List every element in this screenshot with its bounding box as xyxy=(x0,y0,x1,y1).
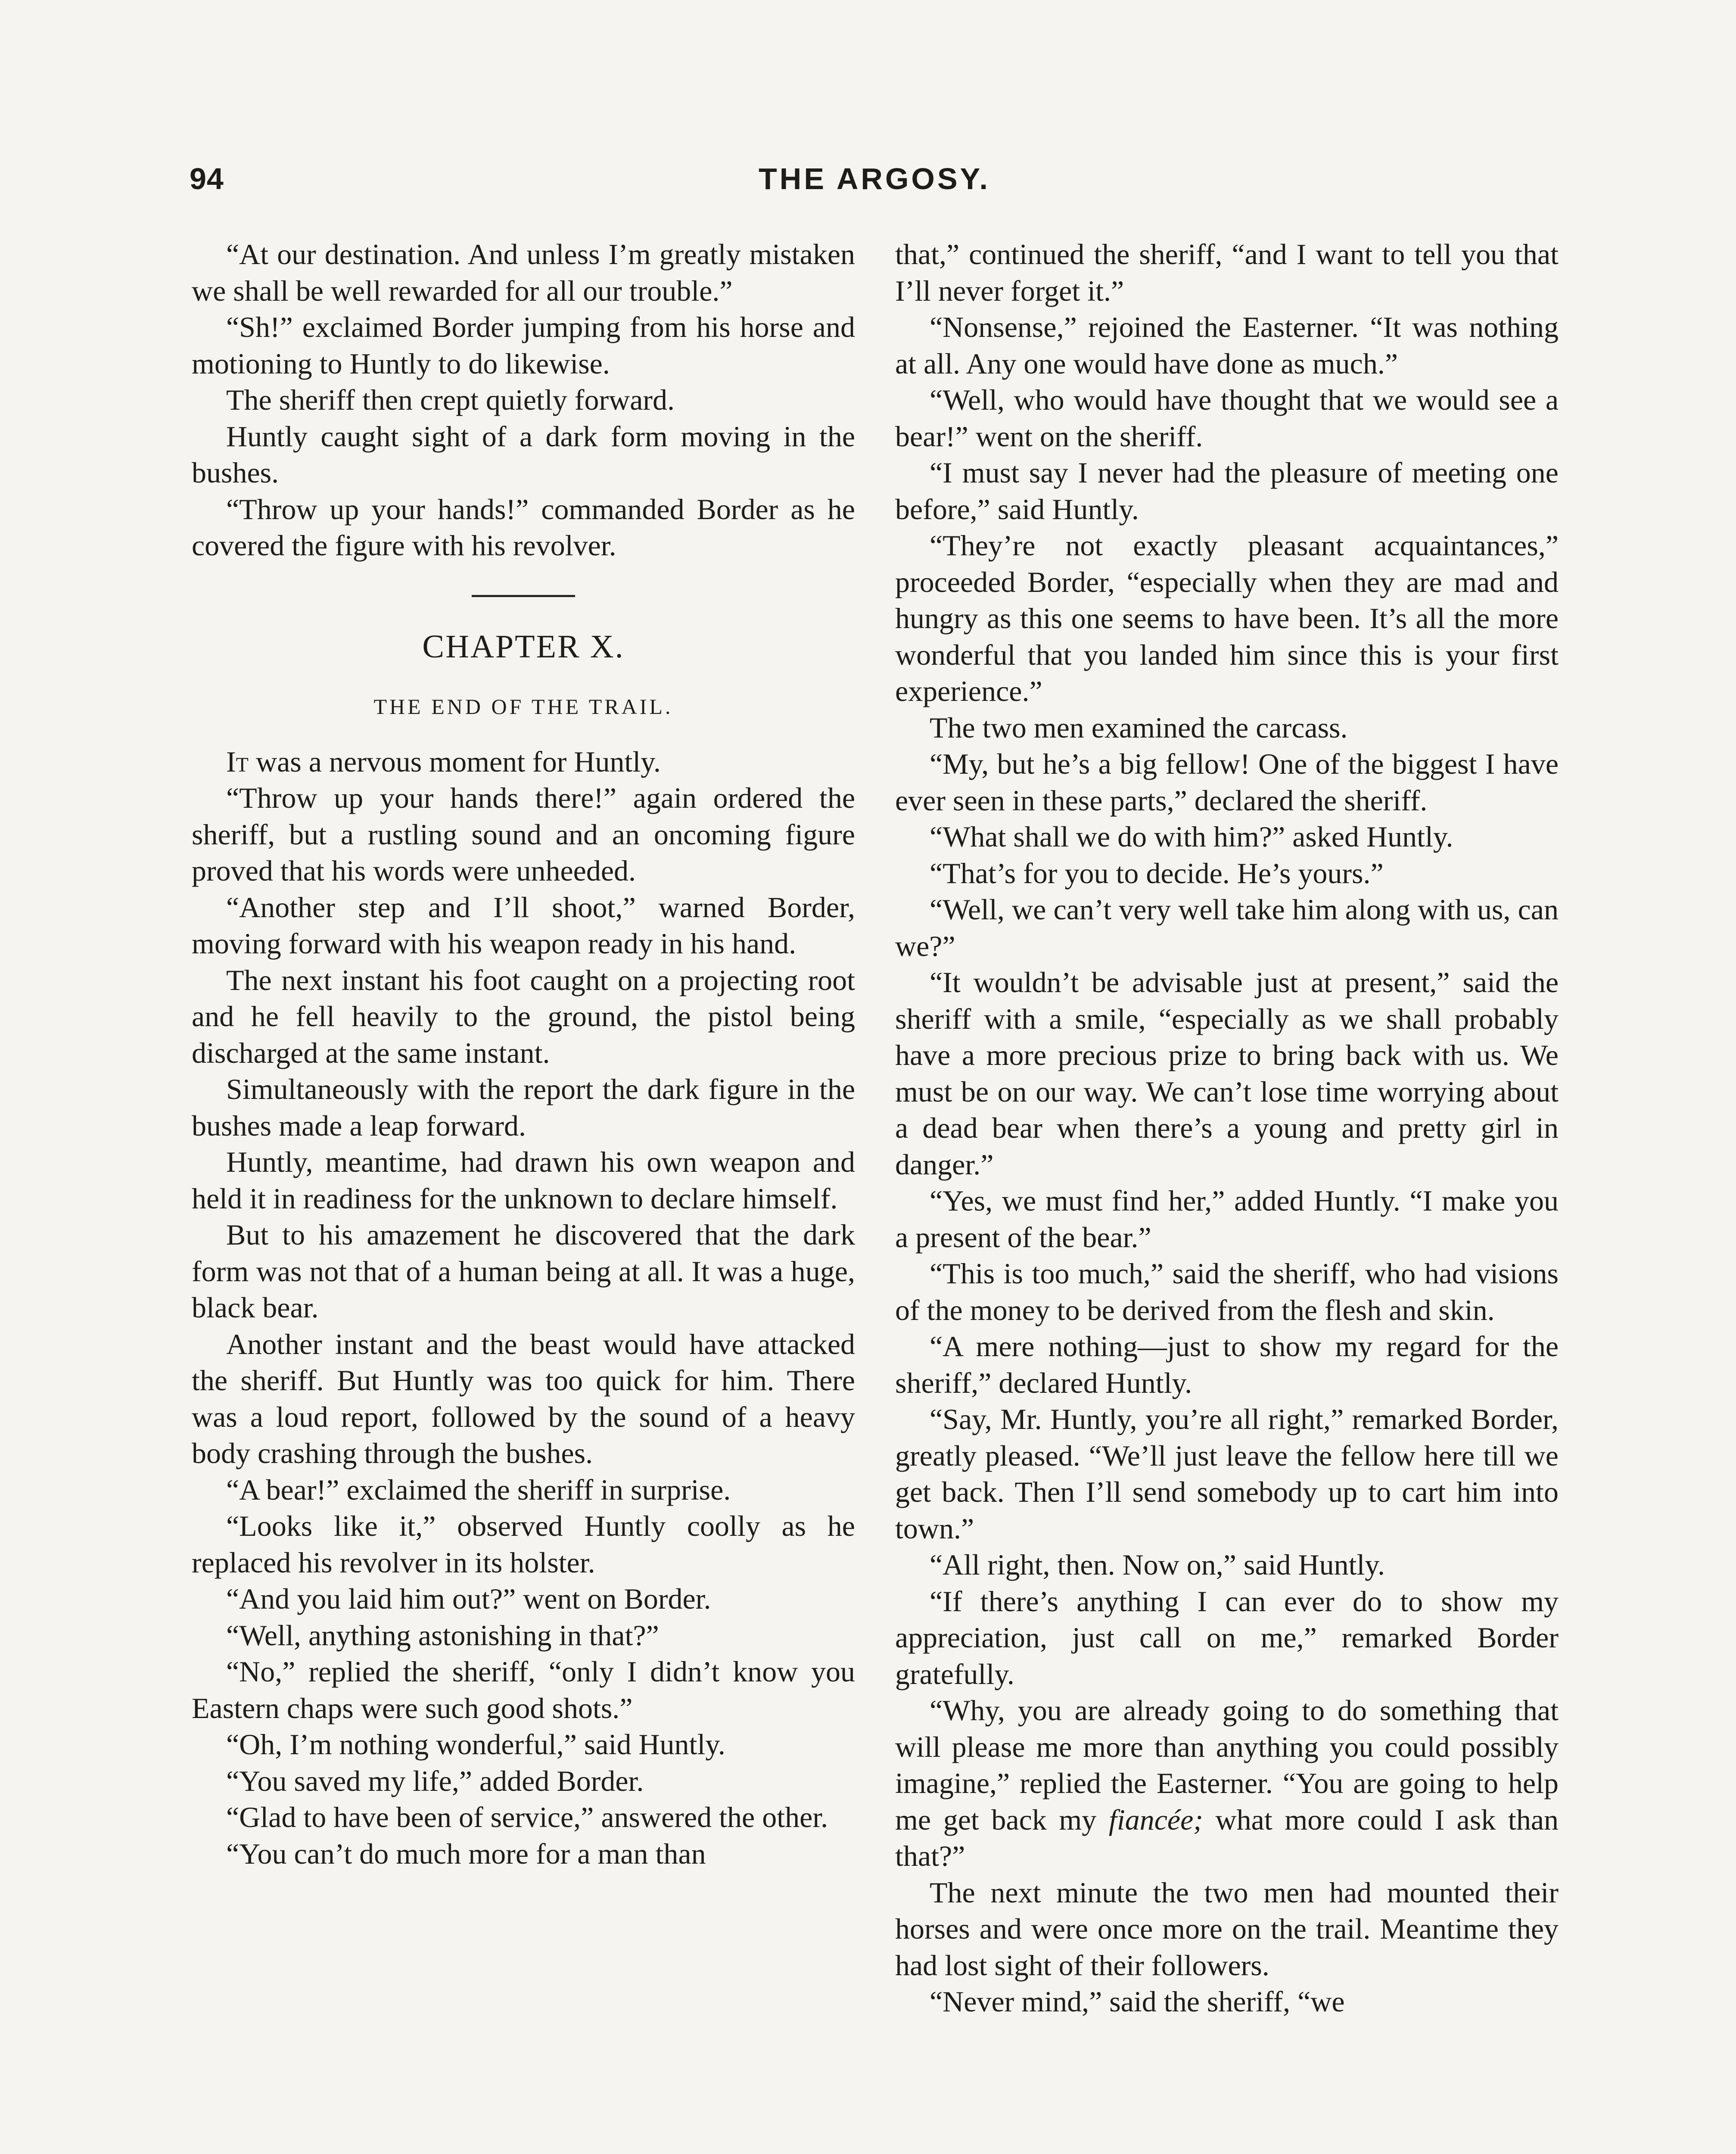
paragraph: “I must say I never had the pleasure of meeting one before,” said Huntly. xyxy=(895,456,1559,526)
paragraph: Another instant and the beast would have attacked the sheriff. But Huntly was too quick for him. There was a loud report, followed by the sound of a heavy body crashing through the bushes. xyxy=(192,1327,855,1469)
paragraph: “Glad to have been of service,” answered the other. xyxy=(226,1801,828,1833)
paragraph: “Another step and I’ll shoot,” warned Border, moving forward with his weapon ready in his hand. xyxy=(192,890,855,960)
paragraph: “A mere nothing—just to show my regard for the sheriff,” declared Huntly. xyxy=(895,1330,1559,1399)
paragraph: “All right, then. Now on,” said Huntly. xyxy=(930,1548,1385,1581)
paragraph: “Throw up your hands!” commanded Border as he covered the figure with his revolver. xyxy=(192,492,855,562)
paragraph-text: was a nervous moment for Huntly. xyxy=(248,745,661,778)
paragraph: The next minute the two men had mounted their horses and were once more on the trail. Meantime they had lost sight of their followers. xyxy=(895,1876,1559,1982)
paragraph: Huntly caught sight of a dark form moving in the bushes. xyxy=(192,420,855,489)
left-column xyxy=(192,236,855,1872)
section-divider xyxy=(472,595,575,597)
paragraph: “Looks like it,” observed Huntly coolly as he replaced his revolver in its holster. xyxy=(192,1510,855,1579)
paragraph-text: “Why, you are already going to do something that will please me more than anything you could possibly imagine,” replied the Easterner. “You are going to help me get back my xyxy=(895,1694,1559,1836)
paragraph: “And you laid him out?” went on Border. xyxy=(226,1582,711,1615)
paragraph: “They’re not exactly pleasant acquaintances,” proceeded Border, “especially when they are mad and hungry as this one seems to have been. It’s all the more wonderful that you landed him since this is your first experience.” xyxy=(895,529,1559,707)
paragraph: “Oh, I’m nothing wonderful,” said Huntly. xyxy=(226,1728,725,1761)
paragraph: “You saved my life,” added Border. xyxy=(226,1764,644,1797)
paragraph: “This is too much,” said the sheriff, who had visions of the money to be derived from the flesh and skin. xyxy=(895,1257,1559,1326)
italic-word: fiancée; xyxy=(1108,1803,1203,1836)
chapter-subtitle: THE END OF THE TRAIL. xyxy=(373,694,673,719)
paragraph: The next instant his foot caught on a projecting root and he fell heavily to the ground, the pistol being discharged at the same instant. xyxy=(192,963,855,1069)
paragraph: “What shall we do with him?” asked Huntly. xyxy=(930,820,1453,853)
paragraph: “Nonsense,” rejoined the Easterner. “It was nothing at all. Any one would have done as much.” xyxy=(895,311,1559,380)
paragraph: “A bear!” exclaimed the sheriff in surprise. xyxy=(226,1473,731,1506)
paragraph: “Well, who would have thought that we would see a bear!” went on the sheriff. xyxy=(895,383,1559,453)
paragraph: “Sh!” exclaimed Border jumping from his horse and motioning to Huntly to do likewise. xyxy=(192,311,855,380)
paragraph: “If there’s anything I can ever do to show my appreciation, just call on me,” remarked Border gratefully. xyxy=(895,1584,1559,1690)
paragraph: The two men examined the carcass. xyxy=(930,711,1348,744)
page-header xyxy=(190,162,1559,209)
paragraph-text: what more could I ask than that?” xyxy=(895,1803,1559,1872)
right-column xyxy=(895,236,1559,2020)
paragraph: “No,” replied the sheriff, “only I didn’t know you Eastern chaps were such good shots.” xyxy=(192,1655,855,1724)
page-number: 94 xyxy=(190,162,224,196)
paragraph: “That’s for you to decide. He’s yours.” xyxy=(930,856,1384,890)
paragraph: “My, but he’s a big fellow! One of the biggest I have ever seen in these parts,” declared the sheriff. xyxy=(895,747,1559,817)
continued-paragraph: that,” continued the sheriff, “and I want to tell you that I’ll never forget it.” xyxy=(895,238,1559,307)
paragraph: “Never mind,” said the sheriff, “we xyxy=(930,1985,1345,2018)
paragraph xyxy=(192,744,855,780)
chapter-title: CHAPTER X. xyxy=(422,628,625,665)
paragraph: The sheriff then crept quietly forward. xyxy=(226,383,675,416)
paragraph: “You can’t do much more for a man than xyxy=(226,1837,706,1870)
paragraph: “Throw up your hands there!” again ordered the sheriff, but a rustling sound and an oncoming figure proved that his words were unheeded. xyxy=(192,781,855,887)
paragraph: “Well, anything astonishing in that?” xyxy=(226,1619,659,1652)
paragraph: “It wouldn’t be advisable just at present,” said the sheriff with a smile, “especially as we shall probably have a more precious prize to bring back with us. We must be on our way. We can’t lose time worrying about a dead bear when there’s a young and pretty girl in danger.” xyxy=(895,966,1559,1181)
paragraph: Huntly, meantime, had drawn his own weapon and held it in readiness for the unknown to declare himself. xyxy=(192,1145,855,1215)
paragraph xyxy=(895,1692,1559,1874)
paragraph: Simultaneously with the report the dark figure in the bushes made a leap forward. xyxy=(192,1073,855,1142)
paragraph: “At our destination. And unless I’m greatly mistaken we shall be well rewarded for all our trouble.” xyxy=(192,238,855,307)
paragraph: But to his amazement he discovered that the dark form was not that of a human being at all. It was a huge, black bear. xyxy=(192,1218,855,1324)
drop-word: It xyxy=(226,745,249,778)
paragraph: “Well, we can’t very well take him along with us, can we?” xyxy=(895,893,1559,962)
paragraph: “Yes, we must find her,” added Huntly. “I make you a present of the bear.” xyxy=(895,1184,1559,1254)
running-head: THE ARGOSY. xyxy=(759,162,990,196)
paragraph: “Say, Mr. Huntly, you’re all right,” remarked Border, greatly pleased. “We’ll just leave the fellow here till we get back. Then I’ll send somebody up to cart him into town.” xyxy=(895,1403,1559,1545)
